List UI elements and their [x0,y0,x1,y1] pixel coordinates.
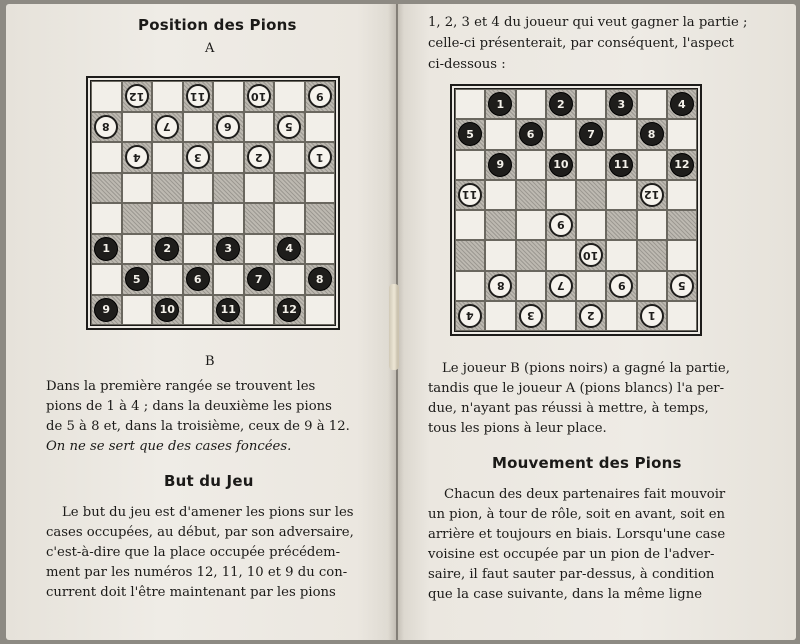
board-square [485,150,515,180]
board-square [122,203,153,234]
board-square [244,112,275,143]
pion-number: 8 [647,127,656,141]
board-square [274,203,305,234]
paragraph-line: tandis que le joueur A (pions blancs) l'a per- [428,381,725,396]
board-square [122,234,153,265]
paragraph-italic-line: On ne se sert que des cases foncées. [46,439,292,454]
board-square [305,173,336,204]
pion-number: 3 [224,242,233,256]
pion-number: 11 [613,158,630,172]
paragraph-line: voisine est occupée par un pion de l'adver- [428,547,715,562]
right-page [398,4,796,640]
pion-number: 2 [254,150,263,164]
board-square [305,81,336,112]
board-square [122,295,153,326]
board-square [213,295,244,326]
board-square [455,240,485,270]
board-square [91,264,122,295]
board-square [274,81,305,112]
board-square [576,150,606,180]
board-square [576,271,606,301]
board-square [274,112,305,143]
board-label-b: B [205,354,215,369]
board-square [91,173,122,204]
black-pion [94,237,118,261]
board-square [546,271,576,301]
board-square [667,210,697,240]
board-square [244,264,275,295]
board-square [606,210,636,240]
board-square [667,301,697,331]
black-pion [94,298,118,322]
paragraph-line: Chacun des deux partenaires fait mouvoir [444,487,726,502]
paragraph-line: celle-ci présenterait, par conséquent, l'aspect [428,36,734,51]
pion-number: 8 [102,120,111,134]
board-square [637,271,667,301]
black-pion [670,92,694,116]
pion-number: 7 [557,279,565,293]
pion-number: 12 [281,303,297,317]
board-square [152,112,183,143]
board-square [576,301,606,331]
board-square [516,240,546,270]
board-square [516,210,546,240]
black-pion [609,92,633,116]
board-square [152,81,183,112]
white-pion [549,213,573,237]
paragraph-line: que la case suivante, dans la même ligne [428,587,703,602]
board-square [213,264,244,295]
white-pion [640,183,664,207]
pion-number: 12 [674,158,690,172]
binding-thread [389,284,399,370]
board-square [213,81,244,112]
pion-number: 5 [466,127,474,141]
board-square [244,295,275,326]
paragraph-line: un pion, à tour de rôle, soit en avant, soit en [428,507,725,522]
paragraph-line: ment par les numéros 12, 11, 10 et 9 du con- [46,565,348,580]
black-pion [186,267,210,291]
board-square [485,301,515,331]
board-square [516,150,546,180]
board-square [152,142,183,173]
black-pion [247,267,271,291]
board-square [667,89,697,119]
board-square [637,119,667,149]
board-square [576,210,606,240]
board-square [213,142,244,173]
black-pion [579,122,603,146]
board-square [606,119,636,149]
board-square [305,112,336,143]
board-square [546,240,576,270]
pion-number: 8 [496,279,505,293]
pion-number: 12 [129,89,145,103]
white-pion [640,304,664,328]
board-square [213,173,244,204]
board-square [213,203,244,234]
board-grid [90,80,336,326]
pion-number: 2 [163,242,172,256]
board-square [152,295,183,326]
black-pion [488,92,512,116]
board-square [91,142,122,173]
board-square [546,119,576,149]
board-square [576,240,606,270]
board-square [637,150,667,180]
paragraph-line: arrière et toujours en biais. Lorsqu'une case [428,527,726,542]
black-pion [155,237,179,261]
paragraph-line: c'est-à-dire que la place occupée précédem- [46,545,341,560]
pion-number: 6 [193,272,202,286]
pion-number: 3 [193,150,202,164]
white-pion [155,115,179,139]
white-pion [125,145,149,169]
white-pion [277,115,301,139]
section-title-but-du-jeu: But du Jeu [164,472,254,490]
board-square [244,234,275,265]
pion-number: 2 [587,309,595,323]
board-square [516,301,546,331]
white-pion [308,84,332,108]
board-square [122,264,153,295]
black-pion [216,237,240,261]
black-pion [277,237,301,261]
white-pion [519,304,543,328]
board-square [274,142,305,173]
pion-number: 9 [617,279,626,293]
board-square [485,271,515,301]
white-pion [458,183,482,207]
board-square [183,234,214,265]
pion-number: 10 [159,303,175,317]
pion-number: 5 [132,272,141,286]
pion-number: 4 [466,309,474,323]
board-square [152,264,183,295]
board-square [91,81,122,112]
board-square [637,240,667,270]
section-title-mouvement-des-pions: Mouvement des Pions [492,454,682,472]
white-pion [458,304,482,328]
board-square [244,173,275,204]
white-pion [247,84,271,108]
pion-number: 8 [315,272,324,286]
white-pion [609,274,633,298]
board-square [667,271,697,301]
black-pion [277,298,301,322]
board-square [274,264,305,295]
board-square [91,295,122,326]
board-square [183,112,214,143]
board-square [274,173,305,204]
board-square [606,240,636,270]
black-pion [640,122,664,146]
white-pion [186,84,210,108]
black-pion [609,153,633,177]
board-square [274,234,305,265]
board-square [667,180,697,210]
page-title: Position des Pions [138,16,297,34]
board-square [485,119,515,149]
black-pion [308,267,332,291]
paragraph-line: pions de 1 à 4 ; dans la deuxième les pions [46,399,332,414]
board-square [576,89,606,119]
white-pion [549,274,573,298]
black-pion [519,122,543,146]
board-square [455,150,485,180]
board-square [546,210,576,240]
board-square [91,112,122,143]
white-pion [125,84,149,108]
pion-number: 6 [224,120,233,134]
board-square [122,81,153,112]
paragraph-line: ci-dessous : [428,57,506,72]
board-square [516,271,546,301]
black-pion [549,153,573,177]
board-square [122,142,153,173]
board-square [637,89,667,119]
board-square [91,234,122,265]
pion-number: 7 [587,127,595,141]
paragraph-line: 1, 2, 3 et 4 du joueur qui veut gagner la partie ; [428,15,748,30]
board-square [91,203,122,234]
board-square [576,180,606,210]
board-square [606,180,636,210]
board-square [244,81,275,112]
board-square [305,142,336,173]
board-square [546,301,576,331]
paragraph-line: tous les pions à leur place. [428,421,607,436]
paragraph-line: Le but du jeu est d'amener les pions sur les [62,505,354,520]
white-pion [216,115,240,139]
board-square [213,112,244,143]
black-pion [670,153,694,177]
board-square [183,173,214,204]
board-square [183,295,214,326]
pion-number: 10 [553,158,569,172]
board-square [152,173,183,204]
board-square [152,203,183,234]
board-square [606,301,636,331]
board-square [183,142,214,173]
pion-number: 9 [315,89,324,103]
black-pion [458,122,482,146]
pion-number: 4 [678,97,686,111]
pion-number: 1 [496,97,505,111]
board-square [546,180,576,210]
pion-number: 1 [102,242,111,256]
board-square [455,89,485,119]
paragraph-line: de 5 à 8 et, dans la troisième, ceux de 9 à 12. [46,419,350,434]
white-pion [579,243,603,267]
board-square [152,234,183,265]
board-square [485,210,515,240]
pion-number: 12 [643,188,660,202]
white-pion [579,304,603,328]
board-square [637,301,667,331]
pion-number: 9 [496,158,505,172]
pion-number: 10 [251,89,267,103]
board-square [183,264,214,295]
pion-number: 11 [220,303,236,317]
board-square [485,89,515,119]
board-square [305,295,336,326]
board-square [274,295,305,326]
paragraph-line: saire, il faut sauter par-dessus, à condition [428,567,715,582]
pion-number: 7 [254,272,263,286]
starting-position-board [86,76,340,330]
board-square [516,89,546,119]
board-square [305,264,336,295]
board-square [576,119,606,149]
board-label-a: A [205,41,215,56]
pion-number: 3 [526,309,535,323]
board-square [516,119,546,149]
board-square [455,301,485,331]
pion-number: 10 [583,248,599,262]
board-grid [454,88,698,332]
black-pion [216,298,240,322]
pion-number: 5 [678,279,686,293]
board-square [305,234,336,265]
paragraph-line: current doit l'être maintenant par les pions [46,585,336,600]
board-square [122,112,153,143]
pion-number: 2 [557,97,565,111]
paragraph-line: cases occupées, au début, par son adversaire, [46,525,354,540]
board-square [485,240,515,270]
winning-position-board [450,84,702,336]
pion-number: 5 [285,120,294,134]
pion-number: 3 [617,97,626,111]
board-square [606,150,636,180]
pion-number: 1 [647,309,656,323]
white-pion [488,274,512,298]
pion-number: 6 [557,218,565,232]
pion-number: 4 [285,242,294,256]
white-pion [670,274,694,298]
board-square [183,203,214,234]
board-square [606,89,636,119]
white-pion [247,145,271,169]
pion-number: 7 [163,120,172,134]
board-square [667,119,697,149]
pion-number: 1 [315,150,324,164]
board-square [213,234,244,265]
board-square [455,271,485,301]
pion-number: 6 [526,127,535,141]
pion-number: 4 [132,150,141,164]
pion-number: 9 [102,303,111,317]
board-square [244,203,275,234]
board-square [244,142,275,173]
board-square [183,81,214,112]
board-square [667,240,697,270]
board-square [122,173,153,204]
board-square [637,210,667,240]
white-pion [94,115,118,139]
board-square [305,203,336,234]
board-square [667,150,697,180]
board-square [455,210,485,240]
black-pion [125,267,149,291]
black-pion [549,92,573,116]
paragraph-line: Le joueur B (pions noirs) a gagné la partie, [442,361,730,376]
board-square [455,180,485,210]
board-square [606,271,636,301]
board-square [546,150,576,180]
black-pion [155,298,179,322]
white-pion [308,145,332,169]
left-page [6,4,396,640]
board-square [485,180,515,210]
board-square [637,180,667,210]
white-pion [186,145,210,169]
paragraph-line: Dans la première rangée se trouvent les [46,379,316,394]
pion-number: 11 [462,188,478,202]
pion-number: 11 [190,89,206,103]
board-square [455,119,485,149]
board-square [516,180,546,210]
black-pion [488,153,512,177]
board-square [546,89,576,119]
paragraph-line: due, n'ayant pas réussi à mettre, à temps, [428,401,709,416]
